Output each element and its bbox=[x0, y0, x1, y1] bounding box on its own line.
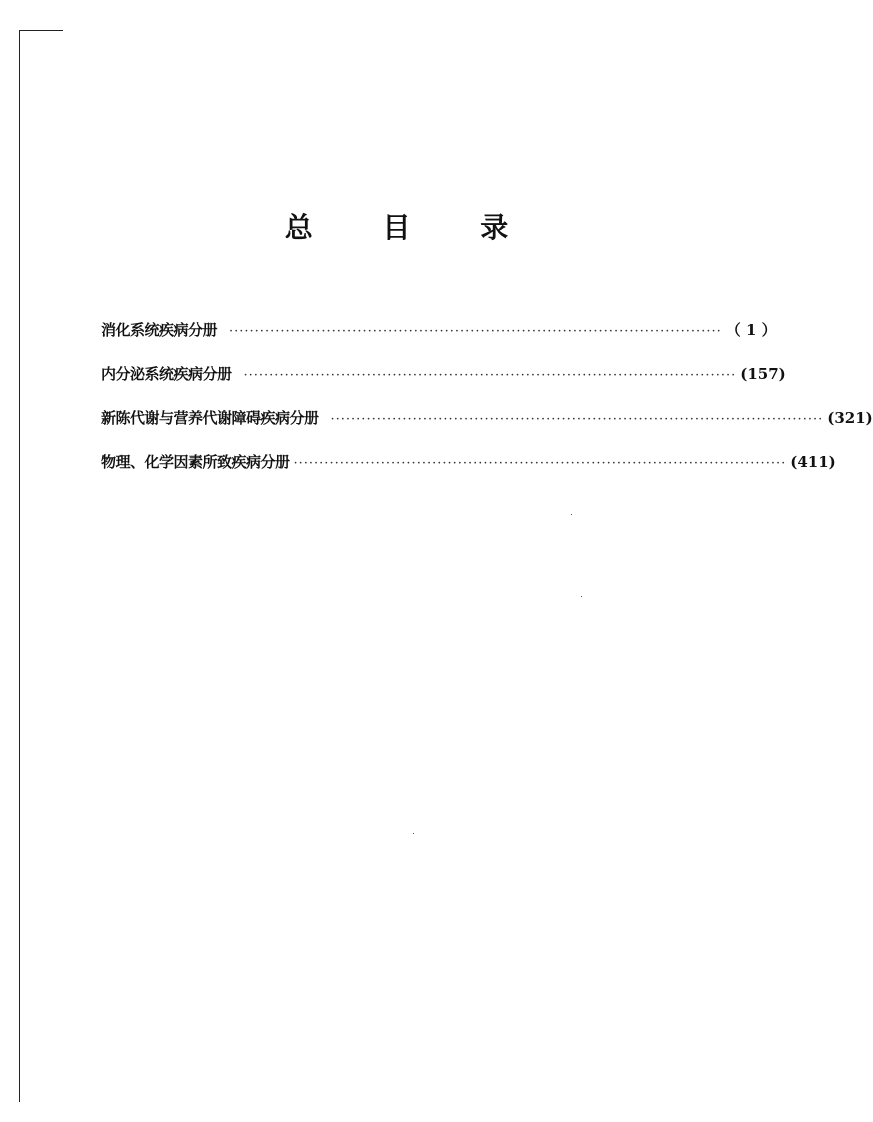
scan-speck bbox=[413, 833, 414, 834]
scan-speck bbox=[571, 514, 572, 515]
toc-entry[interactable] bbox=[101, 362, 786, 406]
toc-entry[interactable] bbox=[101, 318, 777, 362]
toc-entry-label: 内分泌系统疾病分册 bbox=[101, 365, 232, 383]
toc-entry-label: 物理、化学因素所致疾病分册 bbox=[101, 453, 290, 471]
toc-entry-label: 消化系统疾病分册 bbox=[101, 321, 218, 339]
toc-entry-page: (157) bbox=[740, 365, 786, 383]
toc-leader-dots: ································································································ bbox=[293, 456, 787, 471]
toc-leader-dots: ································································································ bbox=[243, 368, 737, 383]
toc-entry-page: (321) bbox=[827, 409, 873, 427]
crop-mark-horizontal bbox=[19, 30, 63, 31]
toc-entry[interactable] bbox=[101, 450, 836, 494]
scan-speck bbox=[581, 596, 582, 597]
toc-leader-dots: ································································································ bbox=[229, 324, 722, 339]
toc-entry-page: (411) bbox=[790, 453, 836, 471]
toc-entry-page: （ 1 ） bbox=[725, 321, 777, 339]
toc-entry-label: 新陈代谢与营养代谢障碍疾病分册 bbox=[101, 409, 319, 427]
page-title: 总 目 录 bbox=[284, 211, 539, 244]
table-of-contents bbox=[101, 318, 873, 494]
crop-mark-vertical bbox=[19, 30, 20, 1102]
toc-entry[interactable] bbox=[101, 406, 873, 450]
toc-leader-dots: ································································································ bbox=[330, 412, 824, 427]
